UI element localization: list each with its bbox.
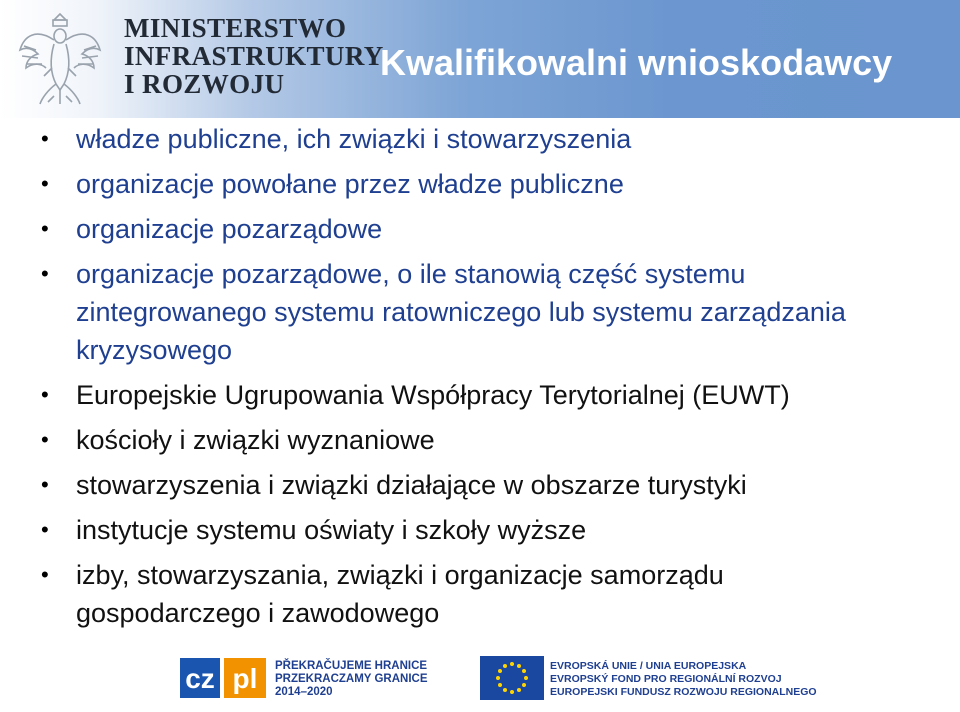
list-item [38, 466, 938, 504]
bullet-icon: • [41, 517, 49, 542]
ministry-line-3: I ROZWOJU [124, 69, 285, 99]
ministry-line-2: INFRASTRUKTURY [124, 41, 384, 71]
list-item-text: organizacje powołane przez władze publiczne [76, 169, 624, 199]
eu-fund-text [550, 660, 817, 699]
list-item-text: władze publiczne, ich związki i stowarzyszenia [76, 124, 632, 154]
list-item-text: stowarzyszenia i związki działające w obszarze turystyki [76, 470, 747, 500]
ministry-line-1: MINISTERSTWO [124, 13, 347, 43]
programme-line-1: PŘEKRAČUJEME HRANICE [275, 660, 428, 672]
list-item [38, 120, 938, 158]
bullet-icon: • [41, 382, 49, 407]
list-item-text: izby, stowarzyszania, związki i organizacje samorządu gospodarczego i zawodowego [76, 560, 724, 628]
eagle-emblem-icon [16, 6, 104, 106]
list-item [38, 255, 938, 369]
programme-years: 2014–2020 [275, 686, 333, 698]
list-item [38, 421, 938, 459]
list-item-text: organizacje pozarządowe, o ile stanowią część systemu zintegrowanego systemu ratowniczego lub systemu zarządzania kryzysowego [76, 259, 846, 365]
bullet-icon: • [41, 216, 49, 241]
list-item-text: instytucje systemu oświaty i szkoły wyższe [76, 515, 587, 545]
bullet-icon: • [41, 171, 49, 196]
bullet-icon: • [41, 427, 49, 452]
page-title: Kwalifikowalni wnioskodawcy [380, 42, 893, 83]
eu-line-3: EUROPEJSKI FUNDUSZ ROZWOJU REGIONALNEGO [550, 686, 817, 698]
list-item [38, 376, 938, 414]
eu-line-1: EVROPSKÁ UNIE / UNIA EUROPEJSKA [550, 660, 747, 672]
list-item [38, 511, 938, 549]
bullet-icon: • [41, 126, 49, 151]
cz-logo-text: cz [185, 663, 215, 694]
bullet-icon: • [41, 562, 49, 587]
programme-text [275, 660, 428, 699]
ministry-name [124, 14, 384, 98]
list-item-text: kościoły i związki wyznaniowe [76, 425, 435, 455]
eligible-applicants-list [38, 120, 938, 639]
bullet-icon: • [41, 472, 49, 497]
list-item-text: organizacje pozarządowe [76, 214, 383, 244]
cz-pl-logo [180, 654, 266, 702]
list-item [38, 210, 938, 248]
list-item [38, 556, 938, 632]
eu-line-2: EVROPSKÝ FOND PRO REGIONÁLNÍ ROZVOJ [550, 673, 782, 685]
list-item-text: Europejskie Ugrupowania Współpracy Terytorialnej (EUWT) [76, 380, 790, 410]
eu-flag-icon [480, 656, 544, 700]
programme-line-2: PRZEKRACZAMY GRANICE [275, 673, 428, 685]
bullet-icon: • [41, 261, 49, 286]
header-banner [0, 0, 960, 118]
list-item [38, 165, 938, 203]
pl-logo-text: pl [232, 663, 258, 694]
